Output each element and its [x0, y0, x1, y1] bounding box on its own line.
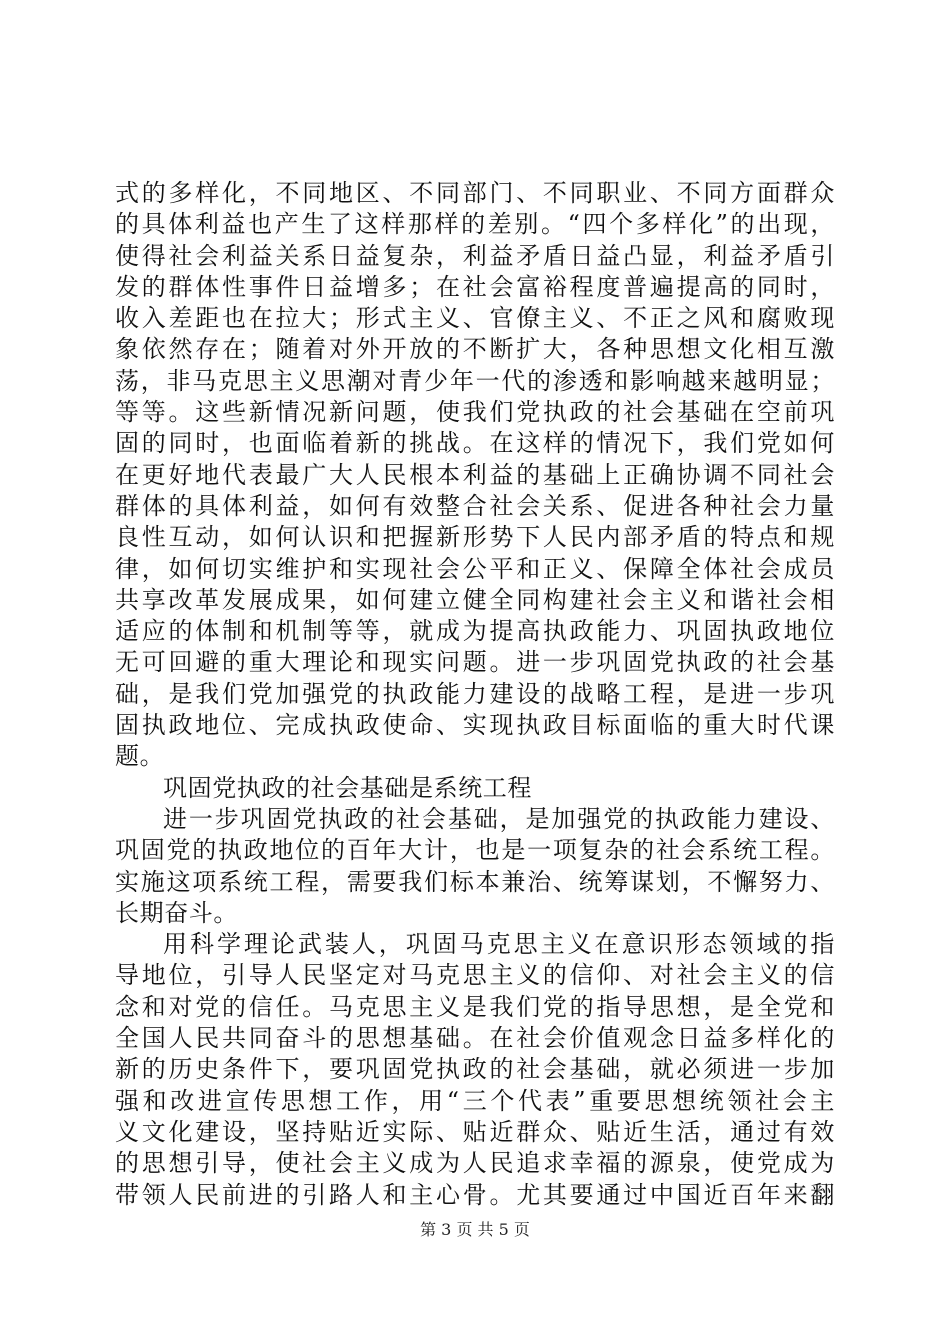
text-line: 的思想引导，使社会主义成为人民追求幸福的源泉，使党成为 — [115, 1149, 835, 1178]
text-line: 义文化建设，坚持贴近实际、贴近群众、贴近生活，通过有效 — [115, 1117, 835, 1146]
text-line: 础，是我们党加强党的执政能力建设的战略工程，是进一步巩 — [115, 679, 835, 708]
text-line: 使得社会利益关系日益复杂，利益矛盾日益凸显，利益矛盾引 — [115, 241, 835, 270]
text-line: 新的历史条件下，要巩固党执政的社会基础，就必须进一步加 — [115, 1055, 835, 1084]
text-line: 律，如何切实维护和实现社会公平和正义、保障全体社会成员 — [115, 554, 835, 583]
text-line: 导地位，引导人民坚定对马克思主义的信仰、对社会主义的信 — [115, 961, 835, 990]
text-line: 固的同时，也面临着新的挑战。在这样的情况下，我们党如何 — [115, 429, 835, 458]
section-heading: 巩固党执政的社会基础是系统工程 — [163, 773, 532, 802]
text-line: 共享改革发展成果，如何建立健全同构建社会主义和谐社会相 — [115, 585, 835, 614]
text-line: 题。 — [115, 742, 165, 771]
text-line: 实施这项系统工程，需要我们标本兼治、统筹谋划，不懈努力、 — [115, 867, 835, 896]
text-line: 巩固党的执政地位的百年大计，也是一项复杂的社会系统工程。 — [115, 836, 835, 865]
body-text — [115, 178, 835, 1211]
paragraph-first-line: 用科学理论武装人，巩固马克思主义在意识形态领域的指 — [163, 930, 835, 959]
text-line: 收入差距也在拉大；形式主义、官僚主义、不正之风和腐败现 — [115, 304, 835, 333]
text-line: 全国人民共同奋斗的思想基础。在社会价值观念日益多样化的 — [115, 1024, 835, 1053]
text-line: 良性互动，如何认识和把握新形势下人民内部矛盾的特点和规 — [115, 523, 835, 552]
text-line: 无可回避的重大理论和现实问题。进一步巩固党执政的社会基 — [115, 648, 835, 677]
text-line: 象依然存在；随着对外开放的不断扩大，各种思想文化相互激 — [115, 335, 835, 364]
text-line: 群体的具体利益，如何有效整合社会关系、促进各种社会力量 — [115, 491, 835, 520]
page-number: 第 3 页 共 5 页 — [420, 1220, 530, 1239]
text-line: 固执政地位、完成执政使命、实现执政目标面临的重大时代课 — [115, 711, 835, 740]
text-line: 荡，非马克思主义思潮对青少年一代的渗透和影响越来越明显； — [115, 366, 835, 395]
text-line: 念和对党的信任。马克思主义是我们党的指导思想，是全党和 — [115, 992, 835, 1021]
text-line: 式的多样化，不同地区、不同部门、不同职业、不同方面群众 — [115, 179, 835, 207]
text-line: 适应的体制和机制等等，就成为提高执政能力、巩固执政地位 — [115, 617, 835, 646]
text-line: 的具体利益也产生了这样那样的差别。“四个多样化”的出现， — [115, 210, 835, 239]
text-line: 等等。这些新情况新问题，使我们党执政的社会基础在空前巩 — [115, 398, 835, 427]
text-line: 长期奋斗。 — [115, 898, 238, 927]
text-line: 发的群体性事件日益增多；在社会富裕程度普遍提高的同时， — [115, 272, 835, 301]
text-line: 强和改进宣传思想工作，用“三个代表”重要思想统领社会主 — [115, 1086, 835, 1115]
text-line: 在更好地代表最广大人民根本利益的基础上正确协调不同社会 — [115, 460, 835, 489]
text-line: 带领人民前进的引路人和主心骨。尤其要通过中国近百年来翻 — [115, 1180, 835, 1209]
paragraph-first-line: 进一步巩固党执政的社会基础，是加强党的执政能力建设、 — [163, 804, 835, 833]
